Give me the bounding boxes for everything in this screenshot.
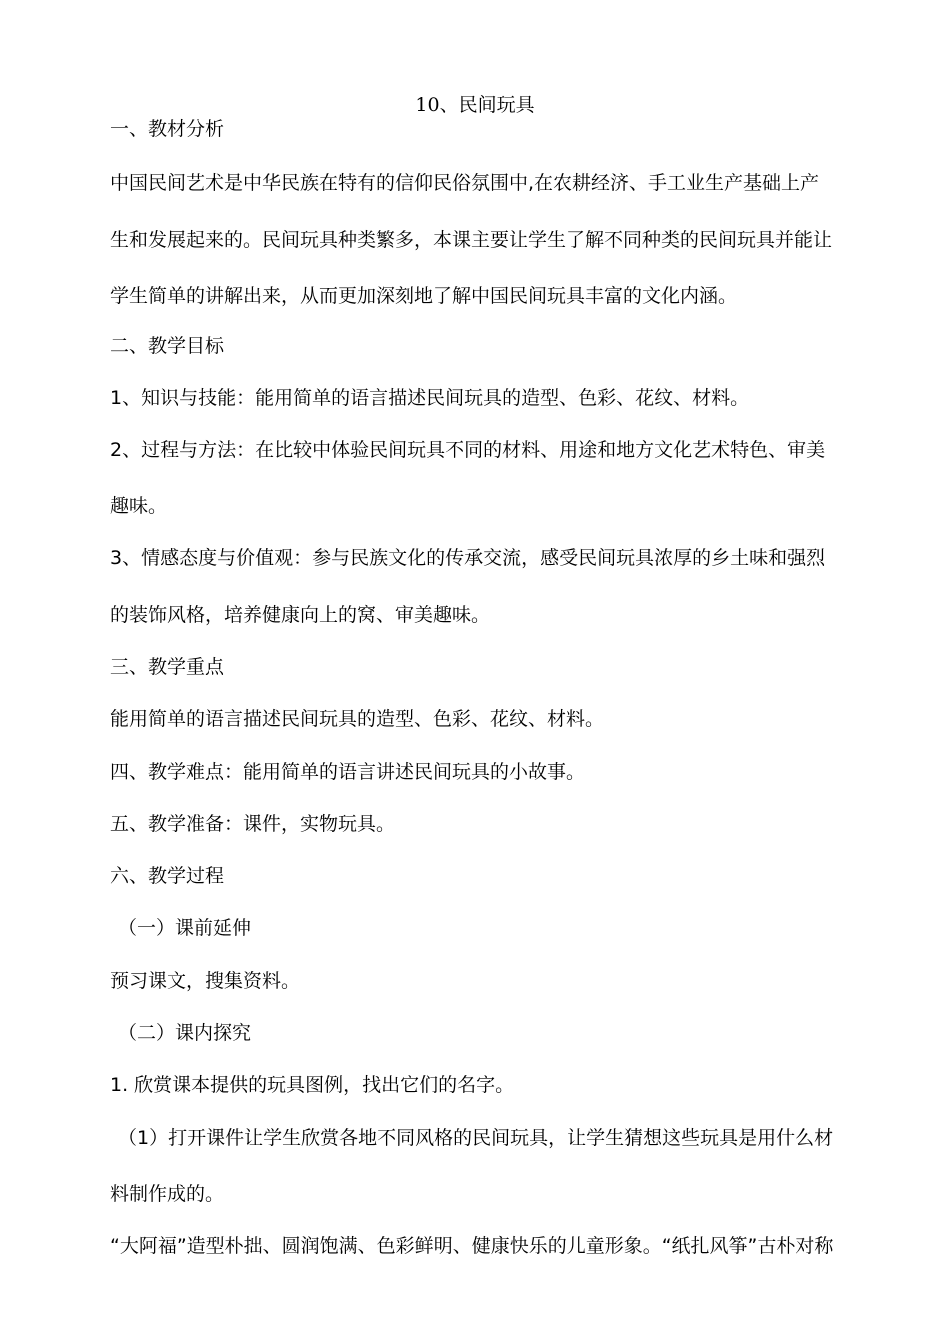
paragraph-line: 1. 欣赏课本提供的玩具图例，找出它们的名字。 — [110, 1074, 515, 1096]
paragraph-line: 3、情感态度与价值观：参与民族文化的传承交流，感受民间玩具浓厚的乡土味和强烈 — [110, 547, 826, 569]
document-title: 10、民间玩具 — [415, 94, 535, 116]
paragraph-line: 中国民间艺术是中华民族在特有的信仰民俗氛围中,在农耕经济、手工业生产基础上产 — [110, 172, 820, 194]
section-heading: 二、教学目标 — [110, 335, 225, 357]
paragraph-line: 生和发展起来的。民间玩具种类繁多，本课主要让学生了解不同种类的民间玩具并能让 — [110, 229, 833, 251]
section-heading: 三、教学重点 — [110, 656, 225, 678]
paragraph-line: 2、过程与方法：在比较中体验民间玩具不同的材料、用途和地方文化艺术特色、审美 — [110, 439, 826, 461]
paragraph-line: 学生简单的讲解出来，从而更加深刻地了解中国民间玩具丰富的文化内涵。 — [110, 285, 738, 307]
paragraph-line: 1、知识与技能：能用简单的语言描述民间玩具的造型、色彩、花纹、材料。 — [110, 387, 750, 409]
paragraph-line: 能用简单的语言描述民间玩具的造型、色彩、花纹、材料。 — [110, 708, 605, 730]
subsection-heading: （二）课内探究 — [118, 1022, 252, 1044]
paragraph-line: “大阿福”造型朴拙、圆润饱满、色彩鲜明、健康快乐的儿童形象。“纸扎风筝”古朴对称 — [110, 1235, 834, 1257]
paragraph-line: 的装饰风格，培养健康向上的窝、审美趣味。 — [110, 604, 491, 626]
paragraph-line: 趣味。 — [110, 495, 168, 517]
section-heading: 六、教学过程 — [110, 865, 225, 887]
paragraph-line: （1）打开课件让学生欣赏各地不同风格的民间玩具，让学生猜想这些玩具是用什么材 — [118, 1127, 834, 1149]
section-heading: 五、教学准备：课件，实物玩具。 — [110, 813, 396, 835]
section-heading: 四、教学难点：能用简单的语言讲述民间玩具的小故事。 — [110, 761, 586, 783]
paragraph-line: 预习课文，搜集资料。 — [110, 970, 301, 992]
subsection-heading: （一）课前延伸 — [118, 917, 252, 939]
paragraph-line: 料制作成的。 — [110, 1183, 225, 1205]
section-heading: 一、教材分析 — [110, 118, 225, 140]
